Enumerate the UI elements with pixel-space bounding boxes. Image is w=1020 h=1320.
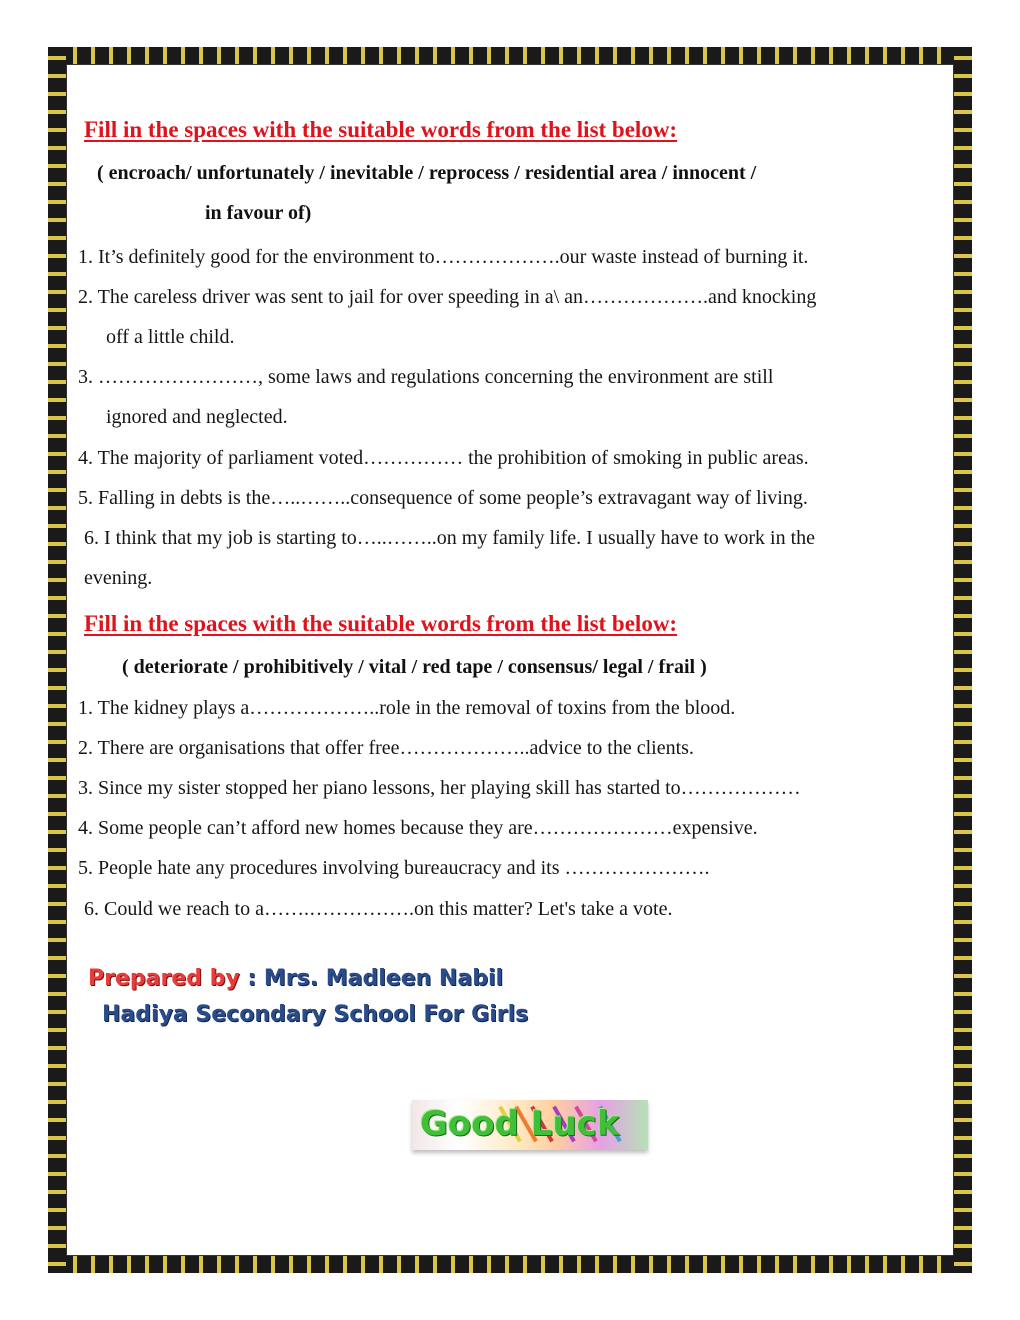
section2-item-6: 6. Could we reach to a…….…………….on this matter? Let's take a vote. — [84, 898, 673, 920]
section1-item-6: 6. I think that my job is starting to…..……..on my family life. I usually have to work in the — [84, 527, 816, 549]
section2-wordlist: ( deteriorate / prohibitively / vital / red tape / consensus/ legal / frail ) — [122, 656, 707, 678]
section1-item-3: 3. ……………………, some laws and regulations concerning the environment are still — [78, 366, 774, 388]
section1-wordlist-line2: in favour of) — [205, 202, 312, 224]
section2-item-2: 2. There are organisations that offer free………………..advice to the clients. — [78, 737, 694, 759]
section1-item-2-cont: off a little child. — [106, 326, 235, 348]
prepared-by-colon: : — [239, 966, 264, 991]
section1-item-5: 5. Falling in debts is the…..……..consequence of some people’s extravagant way of living. — [78, 487, 808, 509]
school-name: Hadiya Secondary School For Girls — [102, 1002, 529, 1027]
section2-item-4: 4. Some people can’t afford new homes because they are…………………expensive. — [78, 817, 758, 839]
prepared-by-line — [88, 966, 503, 991]
section1-item-6-cont: evening. — [84, 567, 153, 589]
prepared-by-label: Prepared by — [88, 966, 240, 991]
good-luck-banner — [412, 1100, 648, 1150]
section2-heading: Fill in the spaces with the suitable words from the list below: — [84, 611, 678, 636]
section2-item-3: 3. Since my sister stopped her piano lessons, her playing skill has started to……………… — [78, 777, 801, 799]
section1-item-3-cont: ignored and neglected. — [106, 406, 288, 428]
section1-wordlist-line1: ( encroach/ unfortunately / inevitable / reprocess / residential area / innocent / — [97, 162, 757, 184]
section1-item-1: 1. It’s definitely good for the environment to……………….our waste instead of burning it. — [78, 246, 809, 268]
section2-item-1: 1. The kidney plays a………………..role in the removal of toxins from the blood. — [78, 697, 736, 719]
prepared-by-name: Mrs. Madleen Nabil — [263, 966, 504, 991]
section1-item-4: 4. The majority of parliament voted…………… the prohibition of smoking in public areas. — [78, 447, 809, 469]
section1-heading: Fill in the spaces with the suitable words from the list below: — [84, 117, 678, 142]
section2-item-5: 5. People hate any procedures involving bureaucracy and its …………………. — [78, 857, 710, 879]
section1-item-2: 2. The careless driver was sent to jail for over speeding in a\ an……………….and knocking — [78, 286, 817, 308]
good-luck-text: Good Luck — [420, 1104, 620, 1144]
